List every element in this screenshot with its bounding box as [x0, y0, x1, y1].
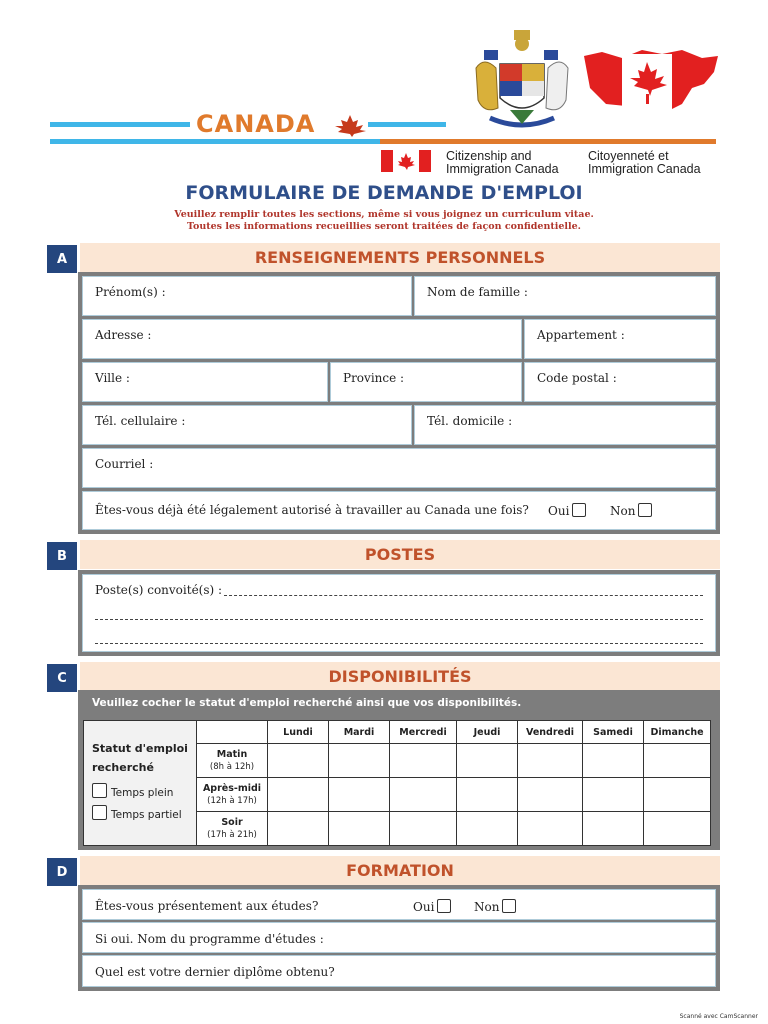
availability-cell[interactable] — [583, 812, 644, 846]
work-authorization-row — [82, 491, 716, 530]
slot-name: Après-midi — [202, 783, 262, 794]
availability-instruction: Veuillez cocher le statut d'emploi recherché ainsi que vos disponibilités. — [78, 690, 720, 716]
availability-cell[interactable] — [268, 812, 329, 846]
program-name-label: Si oui. Nom du programme d'études : — [95, 932, 324, 946]
section-d-box — [78, 885, 720, 991]
section-c-title: DISPONIBILITÉS — [80, 662, 720, 691]
poste-label: Poste(s) convoité(s) : — [95, 583, 223, 597]
availability-cell[interactable] — [390, 812, 457, 846]
province-field[interactable] — [330, 362, 522, 402]
slot-hours: (17h à 21h) — [207, 830, 257, 840]
appartement-field[interactable] — [524, 319, 716, 359]
dept-en-line1: Citizenship and — [446, 149, 532, 163]
student-oui-checkbox[interactable] — [437, 899, 451, 913]
slot-label — [197, 778, 268, 812]
availability-cell[interactable] — [268, 744, 329, 778]
work-authorization-question: Êtes-vous déjà été légalement autorisé à travailler au Canada une fois? — [95, 503, 529, 517]
maple-leaf-icon — [332, 114, 368, 138]
program-name-field[interactable] — [82, 922, 716, 953]
ville-label: Ville : — [95, 371, 130, 385]
prenom-field[interactable] — [82, 276, 412, 316]
day-header: Lundi — [268, 721, 329, 744]
subtitle-line1: Veuillez remplir toutes les sections, même si vous joignez un curriculum vitae. — [174, 209, 594, 220]
slot-name: Soir — [221, 817, 243, 828]
section-c-letter: C — [47, 664, 77, 692]
dept-name-en — [446, 150, 559, 176]
day-header: Samedi — [583, 721, 644, 744]
day-header: Jeudi — [457, 721, 518, 744]
tel-cellulaire-field[interactable] — [82, 405, 412, 445]
section-a-letter: A — [47, 245, 77, 273]
day-header: Dimanche — [644, 721, 711, 744]
scanner-footnote: Scanné avec CamScanner — [679, 1013, 758, 1020]
orange-stripe — [380, 139, 716, 144]
appartement-label: Appartement : — [537, 328, 625, 342]
adresse-label: Adresse : — [95, 328, 152, 342]
code-postal-label: Code postal : — [537, 371, 617, 385]
adresse-field[interactable] — [82, 319, 522, 359]
courriel-label: Courriel : — [95, 457, 154, 471]
student-status-question: Êtes-vous présentement aux études? — [95, 899, 319, 913]
status-cell — [84, 721, 197, 846]
availability-cell[interactable] — [329, 744, 390, 778]
work-auth-non-checkbox[interactable] — [638, 503, 652, 517]
work-auth-oui-checkbox[interactable] — [572, 503, 586, 517]
availability-cell[interactable] — [457, 812, 518, 846]
section-c-box — [78, 690, 720, 850]
slot-hours: (12h à 17h) — [207, 796, 257, 806]
poste-line-1 — [219, 595, 703, 596]
prenom-label: Prénom(s) : — [95, 285, 166, 299]
dept-fr-line1: Citoyenneté et — [588, 149, 669, 163]
province-label: Province : — [343, 371, 405, 385]
availability-cell[interactable] — [457, 778, 518, 812]
last-diploma-field[interactable] — [82, 955, 716, 987]
blue-stripe-bottom — [50, 139, 380, 144]
day-header: Mardi — [329, 721, 390, 744]
slot-label — [197, 812, 268, 846]
tel-domicile-field[interactable] — [414, 405, 716, 445]
option-full-time — [92, 783, 196, 799]
section-b-box — [78, 570, 720, 656]
canada-flag-icon — [381, 150, 431, 172]
canada-wordmark: CANADA — [196, 110, 316, 138]
availability-cell[interactable] — [644, 744, 711, 778]
section-b-letter: B — [47, 542, 77, 570]
student-status-row — [82, 889, 716, 920]
status-title-line1: Statut d'emploi — [92, 742, 188, 755]
poste-field[interactable] — [82, 574, 716, 652]
availability-cell[interactable] — [518, 744, 583, 778]
nom-field[interactable] — [414, 276, 716, 316]
subtitle-line2: Toutes les informations recueillies seront traitées de façon confidentielle. — [187, 221, 581, 232]
part-time-label: Temps partiel — [111, 809, 182, 821]
availability-cell[interactable] — [518, 812, 583, 846]
slot-label — [197, 744, 268, 778]
section-d-title: FORMATION — [80, 856, 720, 885]
full-time-checkbox[interactable] — [92, 783, 107, 798]
section-a-title: RENSEIGNEMENTS PERSONNELS — [80, 243, 720, 272]
slot-header-blank — [197, 721, 268, 744]
availability-table — [83, 720, 711, 846]
coat-of-arms-icon — [470, 28, 574, 134]
courriel-field[interactable] — [82, 448, 716, 488]
availability-cell[interactable] — [644, 778, 711, 812]
availability-cell[interactable] — [390, 744, 457, 778]
student-non-label: Non — [474, 900, 500, 914]
section-b-title: POSTES — [80, 540, 720, 569]
availability-cell[interactable] — [457, 744, 518, 778]
status-title-line2: recherché — [92, 761, 154, 774]
availability-cell[interactable] — [644, 812, 711, 846]
work-auth-non-label: Non — [610, 504, 636, 518]
student-oui-label: Oui — [413, 900, 435, 914]
dept-en-line2: Immigration Canada — [446, 162, 559, 176]
tel-cellulaire-label: Tél. cellulaire : — [95, 414, 186, 428]
ville-field[interactable] — [82, 362, 328, 402]
availability-cell[interactable] — [268, 778, 329, 812]
student-non-checkbox[interactable] — [502, 899, 516, 913]
section-d-letter: D — [47, 858, 77, 886]
slot-name: Matin — [216, 749, 248, 760]
availability-cell[interactable] — [583, 778, 644, 812]
section-a-box — [78, 272, 720, 534]
code-postal-field[interactable] — [524, 362, 716, 402]
option-part-time — [92, 805, 196, 821]
day-header: Mercredi — [390, 721, 457, 744]
canada-map-flag-icon — [582, 48, 720, 118]
availability-cell[interactable] — [518, 778, 583, 812]
availability-cell[interactable] — [329, 778, 390, 812]
nom-label: Nom de famille : — [427, 285, 528, 299]
dept-fr-line2: Immigration Canada — [588, 162, 701, 176]
blue-stripe-top-right — [368, 122, 446, 127]
part-time-checkbox[interactable] — [92, 805, 107, 820]
day-header: Vendredi — [518, 721, 583, 744]
form-title: FORMULAIRE DE DEMANDE D'EMPLOI — [185, 182, 583, 204]
work-auth-oui-label: Oui — [548, 504, 570, 518]
availability-cell[interactable] — [583, 744, 644, 778]
slot-hours: (8h à 12h) — [209, 762, 255, 772]
availability-cell[interactable] — [390, 778, 457, 812]
last-diploma-label: Quel est votre dernier diplôme obtenu? — [95, 965, 335, 979]
availability-cell[interactable] — [329, 812, 390, 846]
tel-domicile-label: Tél. domicile : — [427, 414, 513, 428]
poste-line-3 — [95, 643, 703, 644]
poste-line-2 — [95, 619, 703, 620]
full-time-label: Temps plein — [111, 787, 174, 799]
blue-stripe-top — [50, 122, 190, 127]
dept-name-fr — [588, 150, 701, 176]
